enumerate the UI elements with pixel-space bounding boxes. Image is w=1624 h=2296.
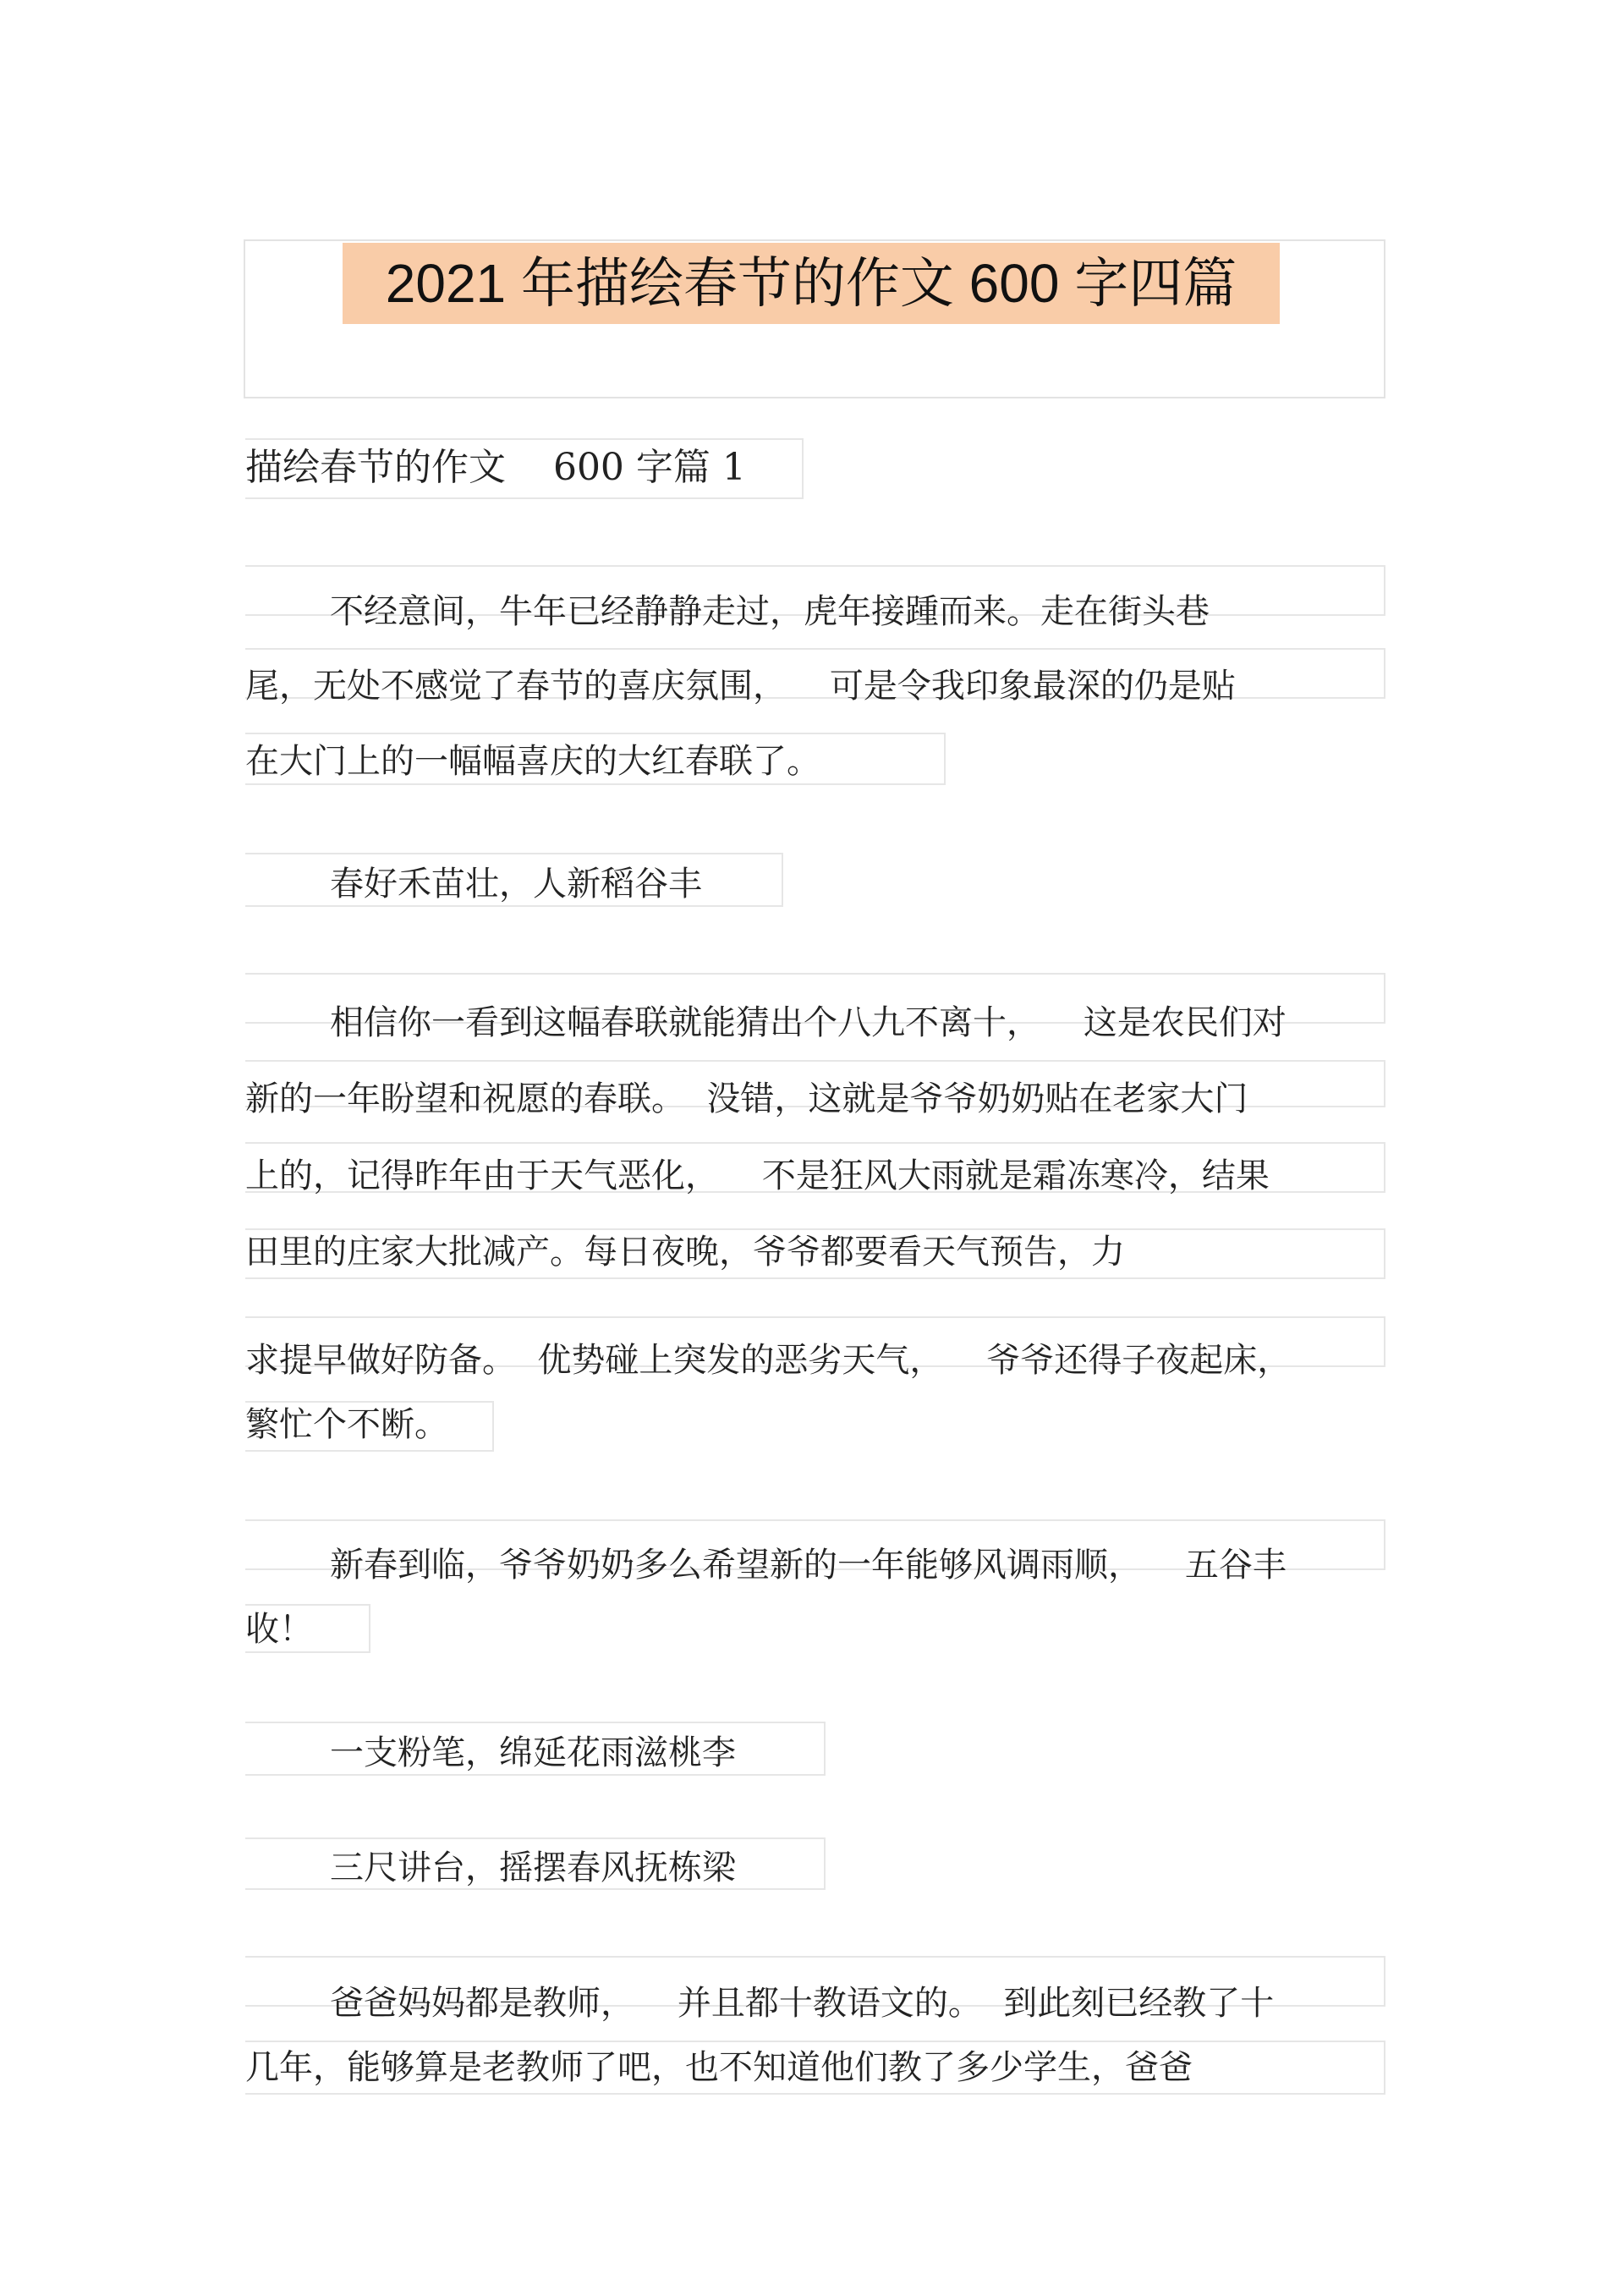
paragraph-line: 爸爸妈妈都是教师， 并且都十教语文的。 到此刻已经教了十 bbox=[330, 1984, 1275, 2023]
couplet-line: 春好禾苗壮，人新稻谷丰 bbox=[330, 865, 702, 904]
paragraph-line: 繁忙个不断。 bbox=[245, 1405, 448, 1444]
couplet-line: 一支粉笔，绵延花雨滋桃李 bbox=[330, 1733, 736, 1772]
section-heading: 描绘春节的作文 600 字篇 1 bbox=[245, 446, 746, 489]
paragraph-line: 求提早做好防备。 优势碰上突发的恶劣天气， 爷爷还得子夜起床， bbox=[245, 1341, 1292, 1380]
paragraph-line: 新春到临，爷爷奶奶多么希望新的一年能够风调雨顺， 五谷丰 bbox=[330, 1546, 1287, 1585]
paragraph-line: 收！ bbox=[245, 1610, 313, 1649]
paragraph-line: 相信你一看到这幅春联就能猜出个八九不离十， 这是农民们对 bbox=[330, 1003, 1287, 1042]
paragraph-line: 在大门上的一幅幅喜庆的大红春联了。 bbox=[245, 742, 820, 781]
paragraph-line: 不经意间，牛年已经静静走过，虎年接踵而来。走在街头巷 bbox=[330, 592, 1210, 631]
paragraph-line: 尾，无处不感觉了春节的喜庆氛围， 可是令我印象最深的仍是贴 bbox=[245, 667, 1236, 706]
document-title: 2021 年描绘春节的作文 600 字四篇 bbox=[343, 243, 1280, 324]
paragraph-line: 上的，记得昨年由于天气恶化， 不是狂风大雨就是霜冻寒冷，结果 bbox=[245, 1156, 1270, 1195]
paragraph-line: 新的一年盼望和祝愿的春联。 没错，这就是爷爷奶奶贴在老家大门 bbox=[245, 1079, 1248, 1118]
paragraph-line: 几年，能够算是老教师了吧，也不知道他们教了多少学生，爸爸 bbox=[245, 2048, 1193, 2087]
couplet-line: 三尺讲台，摇摆春风抚栋梁 bbox=[330, 1848, 736, 1887]
paragraph-line: 田里的庄家大批减产。每日夜晚，爷爷都要看天气预告，力 bbox=[245, 1233, 1125, 1272]
